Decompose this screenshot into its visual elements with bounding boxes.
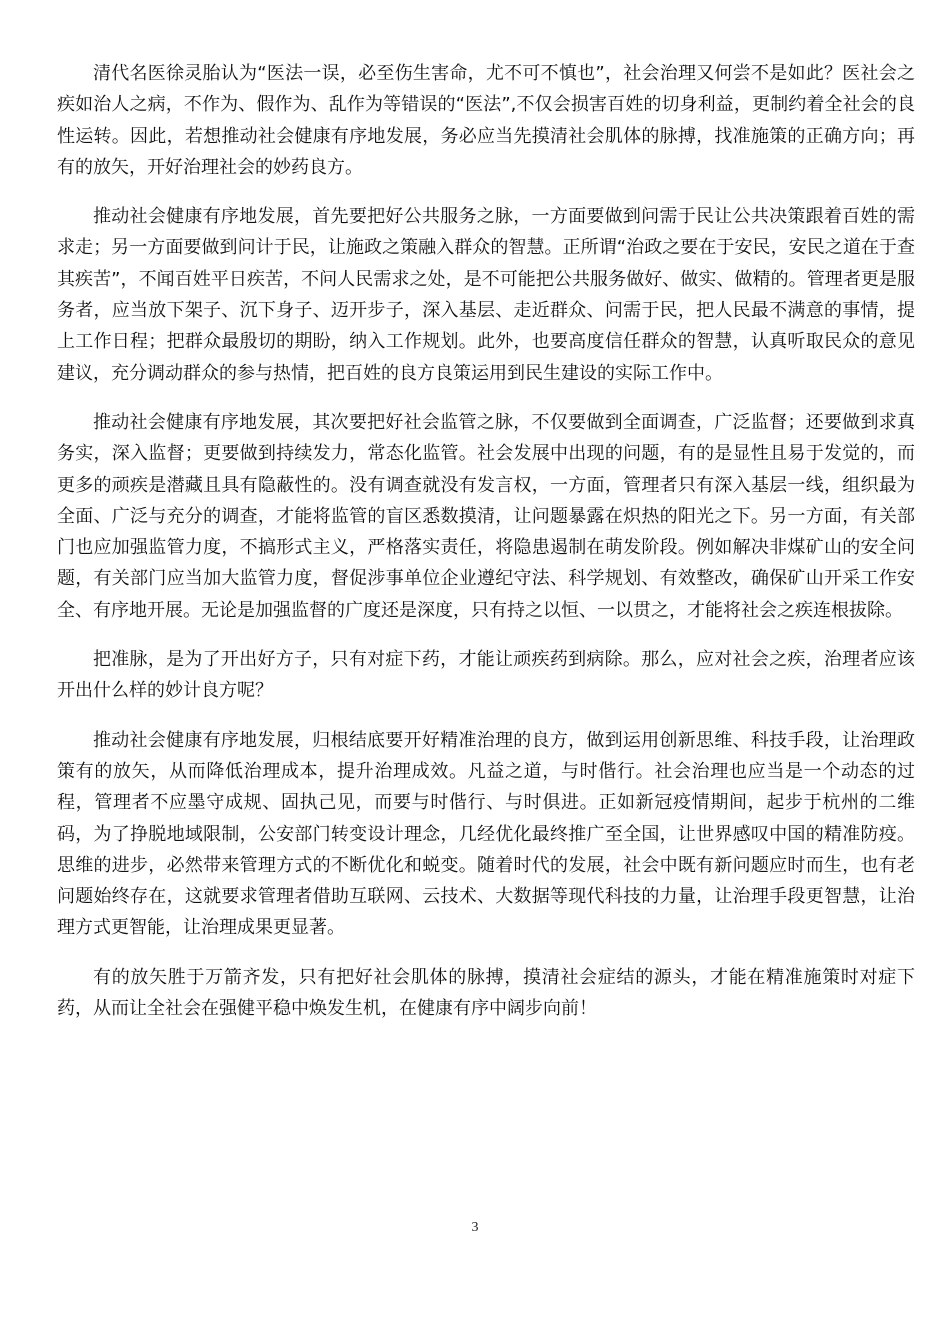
page-number: 3 (471, 1220, 479, 1235)
document-body (57, 58, 915, 1042)
paragraph: 推动社会健康有序地发展，其次要把好社会监管之脉，不仅要做到全面调查，广泛监督；还要做到求真务实，深入监督；更要做到持续发力，常态化监管。社会发展中出现的问题，有的是显性且易于发觉的，而更多的顽疾是潜藏且具有隐蔽性的。没有调查就没有发言权，一方面，管理者只有深入基层一线，组织最为全面、广泛与充分的调查，才能将监管的盲区悉数摸清，让问题暴露在炽热的阳光之下。另一方面，有关部门也应加强监管力度，不搞形式主义，严格落实责任，将隐患遏制在萌发阶段。例如解决非煤矿山的安全问题，有关部门应当加大监管力度，督促涉事单位企业遵纪守法、科学规划、有效整改，确保矿山开采工作安全、有序地开展。无论是加强监督的广度还是深度，只有持之以恒、一以贯之，才能将社会之疾连根拔除。 (57, 411, 915, 621)
paragraph: 推动社会健康有序地发展，归根结底要开好精准治理的良方，做到运用创新思维、科技手段，让治理政策有的放矢，从而降低治理成本，提升治理成效。凡益之道，与时偕行。社会治理也应当是一个动态的过程，管理者不应墨守成规、固执己见，而要与时偕行、与时俱进。正如新冠疫情期间，起步于杭州的二维码，为了挣脱地域限制，公安部门转变设计理念，几经优化最终推广至全国，让世界感叹中国的精准防疫。思维的进步，必然带来管理方式的不断优化和蜕变。随着时代的发展，社会中既有新问题应时而生，也有老问题始终存在，这就要求管理者借助互联网、云技术、大数据等现代科技的力量，让治理手段更智慧，让治理方式更智能，让治理成果更显著。 (57, 729, 915, 939)
paragraph: 有的放矢胜于万箭齐发，只有把好社会肌体的脉搏，摸清社会症结的源头，才能在精准施策时对症下药，从而让全社会在强健平稳中焕发生机，在健康有序中阔步向前！ (57, 966, 915, 1020)
paragraph: 清代名医徐灵胎认为“医法一误，必至伤生害命，尤不可不慎也”，社会治理又何尝不是如此？医社会之疾如治人之病，不作为、假作为、乱作为等错误的“医法”,不仅会损害百姓的切身利益，更制约着全社会的良性运转。因此，若想推动社会健康有序地发展，务必应当先摸清社会肌体的脉搏，找准施策的正确方向；再有的放矢，开好治理社会的妙药良方。 (57, 63, 915, 178)
paragraph: 推动社会健康有序地发展，首先要把好公共服务之脉，一方面要做到问需于民让公共决策跟着百姓的需求走；另一方面要做到问计于民，让施政之策融入群众的智慧。正所谓“治政之要在于安民，安民之道在于查其疾苦”，不闻百姓平日疾苦，不问人民需求之处，是不可能把公共服务做好、做实、做精的。管理者更是服务者，应当放下架子、沉下身子、迈开步子，深入基层、走近群众、问需于民，把人民最不满意的事情，提上工作日程；把群众最殷切的期盼，纳入工作规划。此外，也要高度信任群众的智慧，认真听取民众的意见建议，充分调动群众的参与热情，把百姓的良方良策运用到民生建设的实际工作中。 (57, 206, 915, 384)
paragraph: 把准脉，是为了开出好方子，只有对症下药，才能让顽疾药到病除。那么，应对社会之疾，治理者应该开出什么样的妙计良方呢？ (57, 649, 915, 702)
